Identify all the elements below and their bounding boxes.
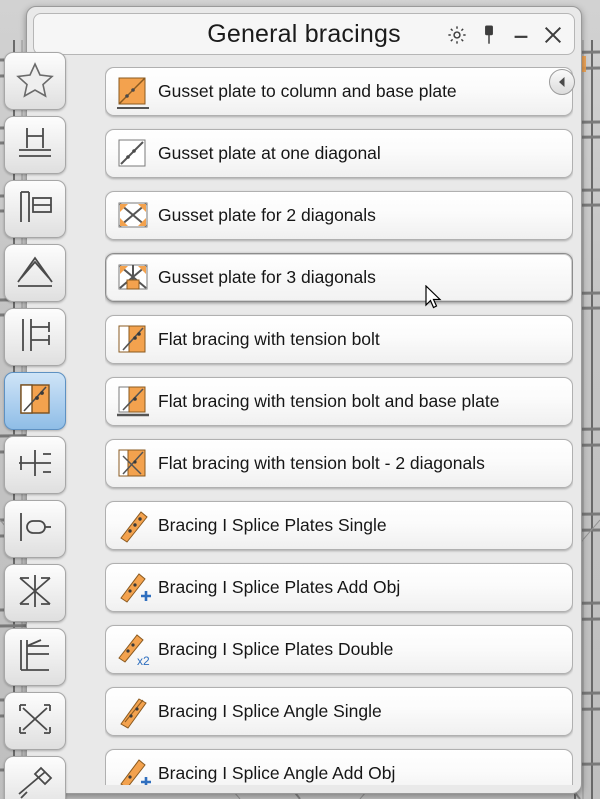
gear-icon[interactable] [446, 23, 468, 47]
flat-bracing-two-diagonals-icon [112, 444, 158, 484]
base-plate-icon [15, 124, 55, 167]
list-item-label: Bracing I Splice Plates Add Obj [158, 577, 401, 597]
gusset-column-baseplate-icon [112, 72, 158, 112]
rail-item-favorites[interactable] [4, 52, 66, 110]
gusset-one-diagonal-icon [112, 134, 158, 174]
list-item[interactable] [105, 749, 573, 785]
rail-item-general-bracings[interactable] [4, 372, 66, 430]
list-item-label: Flat bracing with tension bolt - 2 diagonals [158, 453, 485, 473]
list-item-label: Bracing I Splice Angle Single [158, 701, 382, 721]
bracing-item-list[interactable] [105, 67, 573, 785]
splice-plates-single-icon [112, 506, 158, 546]
title-bar [33, 13, 575, 55]
rail-item-x-bracings[interactable] [4, 692, 66, 750]
cross-bracing-icon [15, 572, 55, 615]
rail-item-stiffeners[interactable] [4, 436, 66, 494]
svg-text:x2: x2 [137, 653, 150, 668]
rail-item-base-plates[interactable] [4, 116, 66, 174]
end-plate-icon [15, 508, 55, 551]
list-item[interactable] [105, 439, 573, 488]
list-item-label: Gusset plate at one diagonal [158, 143, 381, 163]
rail-item-beam-connections[interactable] [4, 180, 66, 238]
minimize-icon[interactable] [510, 23, 532, 47]
flat-bracing-tension-bolt-baseplate-icon [112, 382, 158, 422]
list-item[interactable] [105, 253, 573, 302]
list-item-label: Flat bracing with tension bolt [158, 329, 380, 349]
truss-icon [14, 252, 56, 295]
list-item-label: Bracing I Splice Angle Add Obj [158, 763, 396, 783]
splice-angle-single-icon [112, 692, 158, 732]
gusset-plate-icon [15, 380, 55, 423]
list-item[interactable] [105, 129, 573, 178]
list-item[interactable] [105, 191, 573, 240]
flat-bracing-tension-bolt-icon [112, 320, 158, 360]
list-item[interactable] [105, 687, 573, 736]
list-item[interactable] [105, 377, 573, 426]
list-item-label: Bracing I Splice Plates Double [158, 639, 394, 659]
column-connection-icon [15, 316, 55, 359]
x-bracing-icon [15, 700, 55, 743]
frame-corner-icon [15, 636, 55, 679]
list-item[interactable] [105, 563, 573, 612]
title-bar-buttons [446, 14, 564, 56]
list-item-label: Bracing I Splice Plates Single [158, 515, 387, 535]
star-icon [15, 60, 55, 103]
pin-icon[interactable] [478, 23, 500, 47]
scroll-up-icon[interactable] [549, 69, 575, 95]
list-item[interactable] [105, 67, 573, 116]
rail-item-cross-bracings[interactable] [4, 564, 66, 622]
list-item-label: Gusset plate to column and base plate [158, 81, 457, 101]
list-item-label: Gusset plate for 2 diagonals [158, 205, 376, 225]
list-item-label: Flat bracing with tension bolt and base plate [158, 391, 500, 411]
beam-connection-icon [15, 188, 55, 231]
list-item[interactable] [105, 625, 573, 674]
list-item[interactable] [105, 501, 573, 550]
stiffener-icon [15, 444, 55, 487]
rail-item-misc-tools[interactable] [4, 756, 66, 799]
list-item[interactable] [105, 315, 573, 364]
splice-plates-add-obj-icon [112, 568, 158, 608]
rail-item-end-plates[interactable] [4, 500, 66, 558]
page-title: General bracings [207, 19, 401, 48]
splice-angle-add-obj-icon [112, 754, 158, 786]
close-icon[interactable] [542, 23, 564, 47]
misc-tools-icon [15, 764, 55, 799]
category-rail[interactable] [0, 52, 70, 799]
dialog-panel [26, 6, 582, 794]
rail-item-frame-corners[interactable] [4, 628, 66, 686]
gusset-two-diagonals-icon [112, 196, 158, 236]
list-item-label: Gusset plate for 3 diagonals [158, 267, 376, 287]
rail-item-column-connections[interactable] [4, 308, 66, 366]
splice-plates-double-icon [112, 630, 158, 670]
gusset-three-diagonals-icon [112, 258, 158, 298]
rail-item-truss-connections[interactable] [4, 244, 66, 302]
